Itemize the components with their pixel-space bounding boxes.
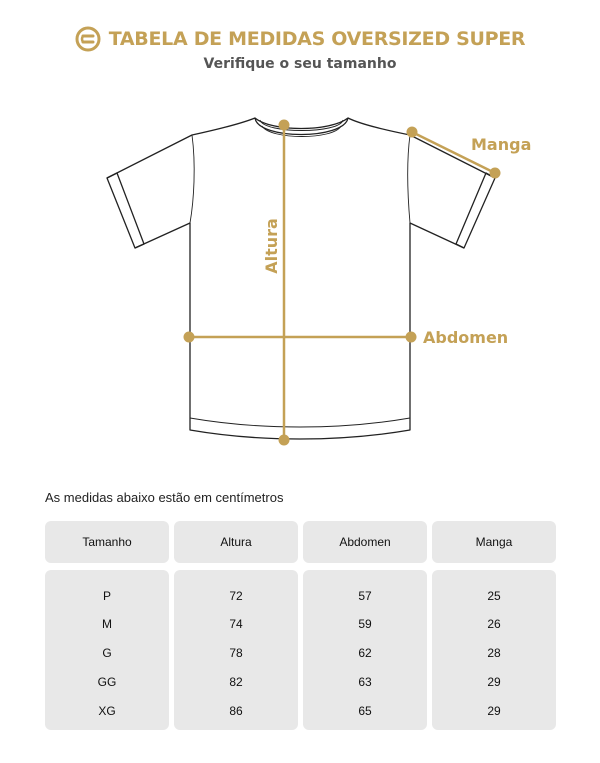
brand-logo-icon (75, 26, 101, 52)
table-cell: 82 (229, 675, 243, 689)
table-cell: 29 (487, 704, 501, 718)
header-abdomen: Abdomen (303, 521, 427, 563)
column-manga (432, 570, 556, 730)
table-cell: 63 (358, 675, 372, 689)
table-cell: 74 (229, 617, 243, 631)
table-cell: XG (98, 704, 116, 718)
table-cell: 26 (487, 617, 501, 631)
measurement-lines (184, 120, 501, 446)
manga-label: Manga (471, 135, 532, 154)
abdomen-label: Abdomen (423, 328, 509, 347)
altura-label: Altura (262, 218, 281, 274)
table-cell: 59 (358, 617, 372, 631)
table-cell: 29 (487, 675, 501, 689)
table-cell: 78 (229, 646, 243, 660)
column-altura (174, 570, 298, 730)
page-header (0, 24, 600, 54)
table-cell: G (102, 646, 112, 660)
tshirt-outline (107, 118, 495, 439)
column-abdomen (303, 570, 427, 730)
table-caption: As medidas abaixo estão em centímetros (45, 490, 284, 505)
page-title: TABELA DE MEDIDAS OVERSIZED SUPER (108, 28, 526, 50)
header-altura: Altura (174, 521, 298, 563)
table-cell: 57 (358, 589, 372, 603)
table-cell: 65 (358, 704, 372, 718)
table-cell: GG (97, 675, 117, 689)
table-cell: 72 (229, 589, 243, 603)
table-cell: P (102, 589, 111, 603)
header-tamanho: Tamanho (45, 521, 169, 563)
table-cell: 86 (229, 704, 243, 718)
column-tamanho (45, 570, 169, 730)
table-cell: 28 (487, 646, 501, 660)
header-manga: Manga (432, 521, 556, 563)
table-cell: 25 (487, 589, 501, 603)
tshirt-measurement-diagram (0, 95, 600, 465)
table-cell: M (102, 617, 112, 631)
table-cell: 62 (358, 646, 372, 660)
page-subtitle: Verifique o seu tamanho (203, 56, 397, 72)
